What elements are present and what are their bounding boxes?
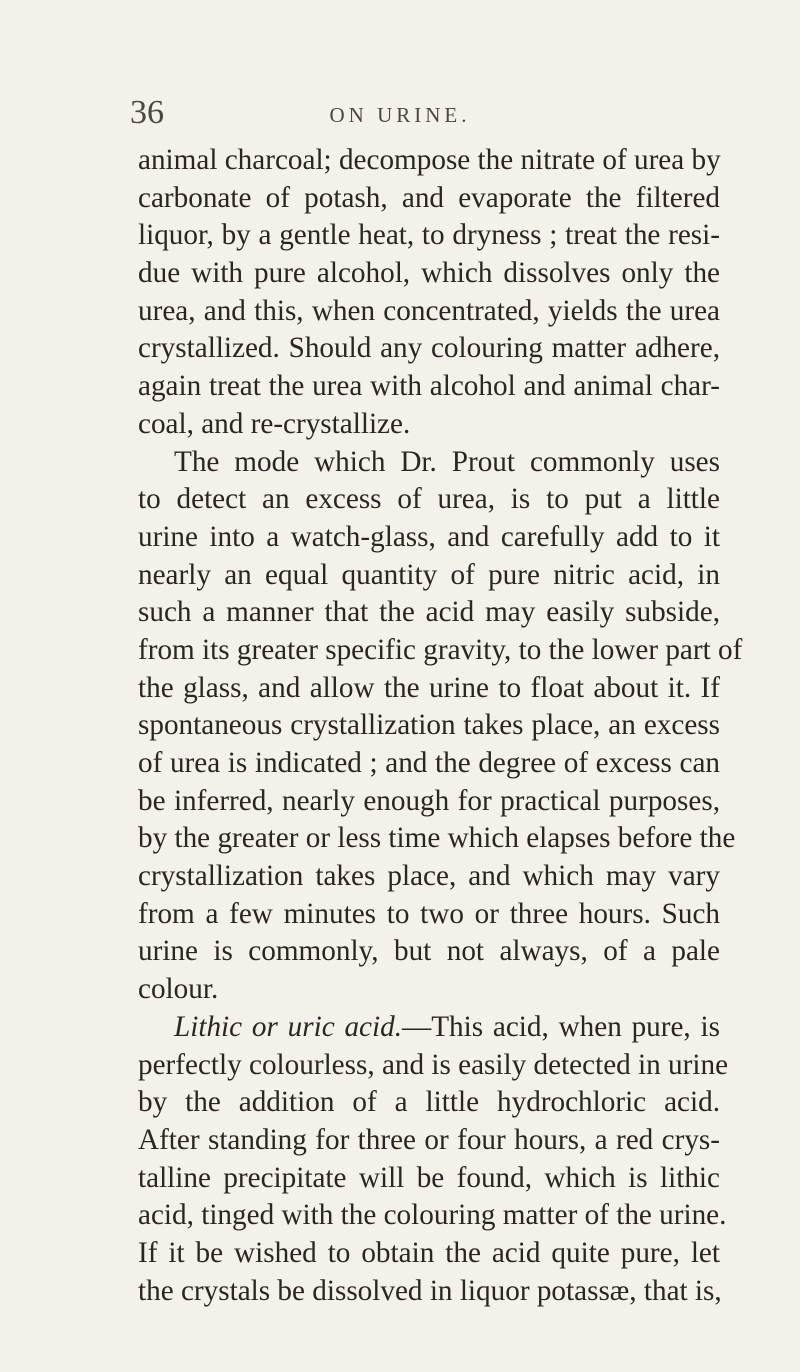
text-line: again treat the urea with alcohol and animal char- [138,370,720,403]
page-number: 36 [130,94,164,131]
text-line: be inferred, nearly enough for practical purposes, [138,784,720,817]
running-title: ON URINE. [329,103,471,127]
text-line: due with pure alcohol, which dissolves only the [138,257,720,290]
body-text [138,142,743,1310]
text-line: After standing for three or four hours, a red crys- [138,1123,720,1156]
text-line: from its greater specific gravity, to the lower part of [138,633,743,666]
text-line: talline precipitate will be found, which is lithic [138,1161,720,1194]
text-line: of urea is indicated ; and the degree of excess can [138,747,720,779]
text-line-lithic [138,1009,720,1047]
text-line: from a few minutes to two or three hours. Such [138,897,720,930]
text-line: such a manner that the acid may easily subside, [138,596,720,629]
text-line: to detect an excess of urea, is to put a little [138,483,720,516]
text-line: animal charcoal; decompose the nitrate of urea by [138,144,721,176]
text-line: spontaneous crystallization takes place, an excess [138,709,720,742]
section-heading-lithic-acid: Lithic or uric acid. [174,1010,402,1043]
text-line: urea, and this, when concentrated, yields the urea [138,294,720,327]
text-line: If it be wished to obtain the acid quite pure, let [138,1236,720,1269]
text-line: coal, and re-crystallize. [138,407,411,440]
text-line: crystallized. Should any colouring matter adhere, [138,332,720,365]
text-line: urine is commonly, but not always, of a pale [138,935,720,968]
text-line: perfectly colourless, and is easily detected in urine [138,1048,729,1081]
text-line: carbonate of potash, and evaporate the filtered [138,181,720,214]
text-line: the crystals be dissolved in liquor potassæ, that is, [138,1274,722,1307]
text-line: liquor, by a gentle heat, to dryness ; treat the resi- [138,219,720,252]
text-line: by the addition of a little hydrochloric acid. [138,1086,720,1119]
text-run: —This acid, when pure, is [402,1010,720,1043]
text-line: colour. [138,973,219,1006]
text-line: the glass, and allow the urine to float about it. If [138,671,720,704]
text-line: urine into a watch-glass, and carefully add to it [138,520,720,553]
text-line: The mode which Dr. Prout commonly uses [174,445,720,478]
text-line: nearly an equal quantity of pure nitric acid, in [138,558,720,591]
text-line: by the greater or less time which elapses before the [138,822,736,855]
text-line: acid, tinged with the colouring matter of the urine. [138,1199,727,1232]
text-line: crystallization takes place, and which may vary [138,860,720,893]
